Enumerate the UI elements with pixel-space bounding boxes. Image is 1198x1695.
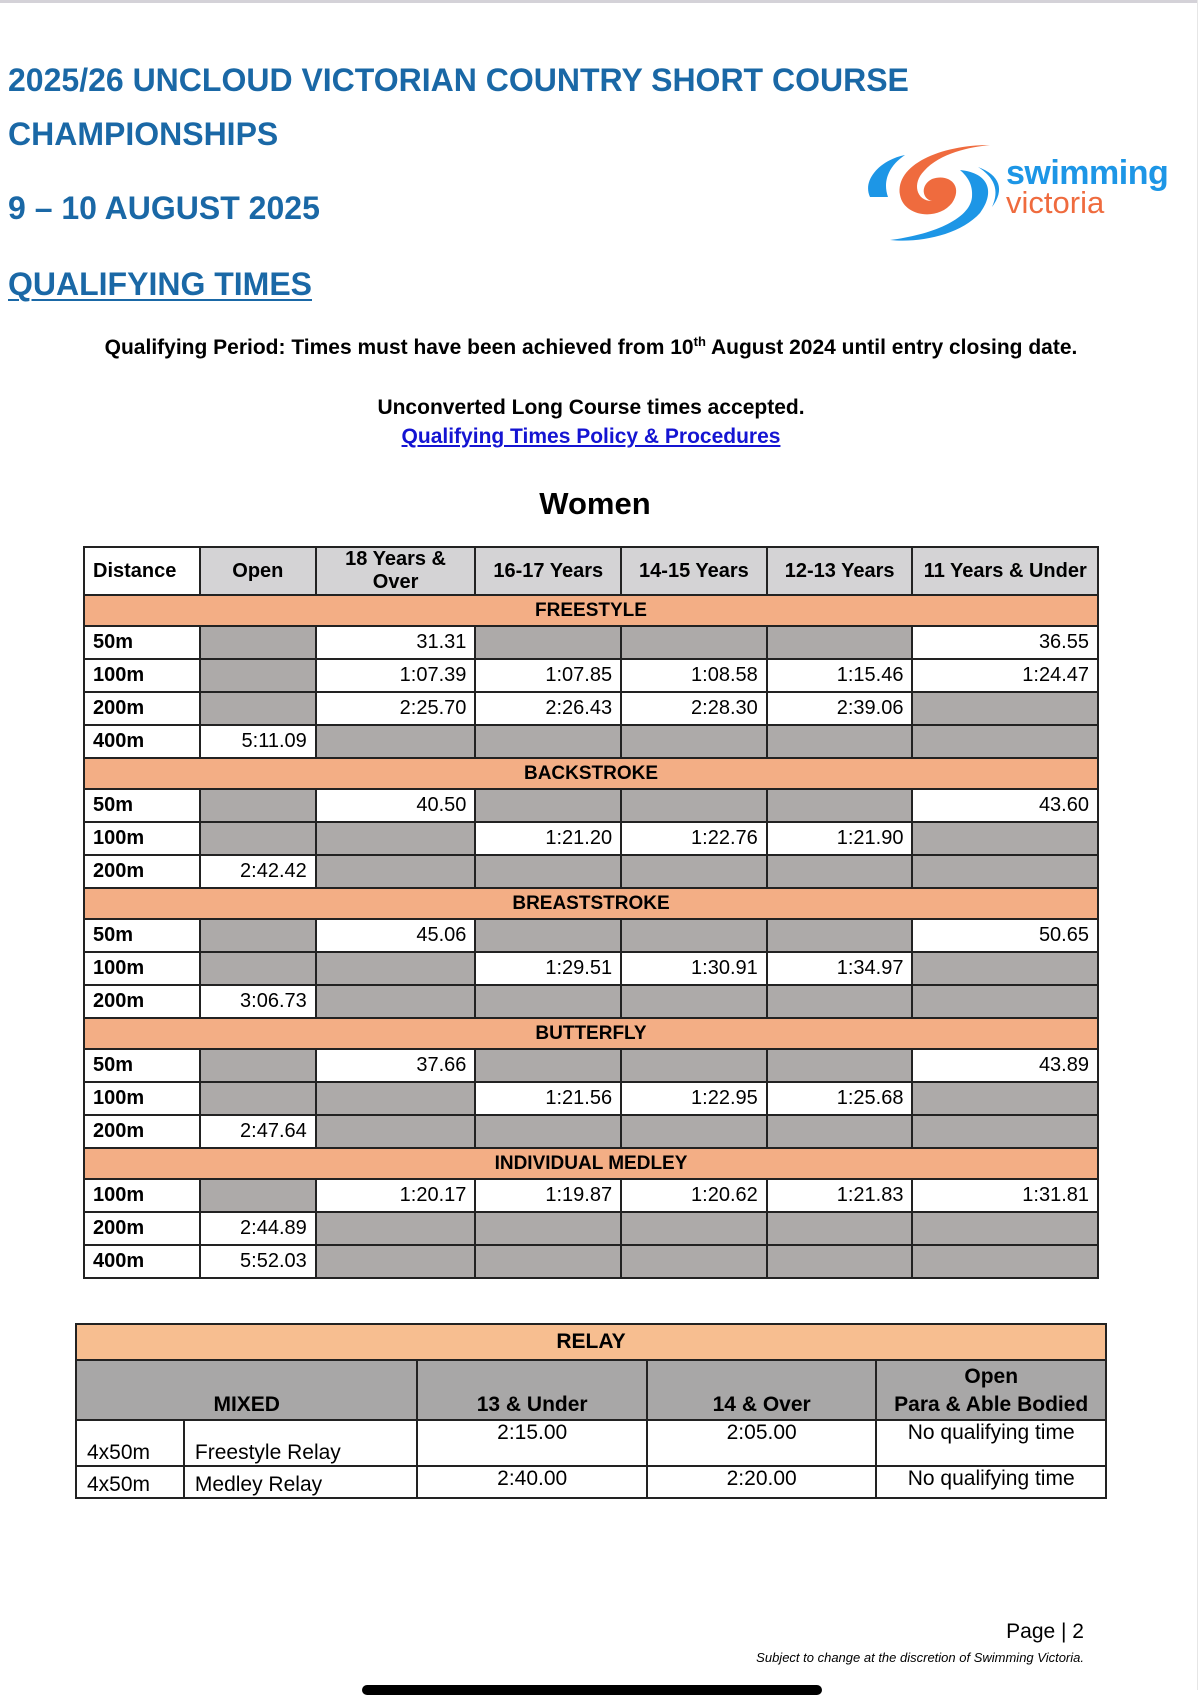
- not-applicable-cell: [767, 919, 913, 952]
- not-applicable-cell: [200, 1082, 316, 1115]
- column-header: Distance: [84, 547, 200, 595]
- not-applicable-cell: [912, 822, 1098, 855]
- distance-cell: 100m: [84, 1179, 200, 1212]
- not-applicable-cell: [912, 1082, 1098, 1115]
- home-indicator-bar[interactable]: [362, 1685, 822, 1695]
- relay-time-13-under: 2:40.00: [417, 1466, 646, 1498]
- not-applicable-cell: [200, 919, 316, 952]
- relay-time-open: No qualifying time: [876, 1420, 1106, 1466]
- disclaimer-text: Subject to change at the discretion of Swimming Victoria.: [756, 1650, 1084, 1665]
- not-applicable-cell: [200, 952, 316, 985]
- not-applicable-cell: [621, 1115, 767, 1148]
- qualifying-time-cell: 1:21.83: [767, 1179, 913, 1212]
- qualifying-time-cell: 40.50: [316, 789, 476, 822]
- distance-cell: 200m: [84, 1212, 200, 1245]
- table-row: [84, 1245, 1098, 1278]
- qualifying-time-cell: 2:28.30: [621, 692, 767, 725]
- table-row: [84, 725, 1098, 758]
- distance-cell: 400m: [84, 725, 200, 758]
- stroke-section-row: [84, 1148, 1098, 1179]
- table-row: [84, 789, 1098, 822]
- qualifying-time-cell: 1:07.85: [475, 659, 621, 692]
- relay-event: Medley Relay: [184, 1466, 418, 1498]
- women-table-body: [84, 595, 1098, 1278]
- qualifying-time-cell: 2:47.64: [200, 1115, 316, 1148]
- qualifying-time-cell: 5:11.09: [200, 725, 316, 758]
- not-applicable-cell: [200, 822, 316, 855]
- table-row: [84, 1212, 1098, 1245]
- relay-header-row: [76, 1324, 1106, 1360]
- distance-cell: 100m: [84, 1082, 200, 1115]
- relay-distance: 4x50m: [76, 1466, 184, 1498]
- not-applicable-cell: [475, 1049, 621, 1082]
- qualifying-time-cell: 1:07.39: [316, 659, 476, 692]
- not-applicable-cell: [767, 1115, 913, 1148]
- not-applicable-cell: [475, 626, 621, 659]
- distance-cell: 200m: [84, 692, 200, 725]
- column-header-mixed: MIXED: [76, 1360, 417, 1420]
- relay-qualifying-times-table: [75, 1323, 1107, 1499]
- relay-row: [76, 1420, 1106, 1466]
- not-applicable-cell: [316, 822, 476, 855]
- unconverted-note: Unconverted Long Course times accepted.: [377, 396, 805, 419]
- not-applicable-cell: [316, 1212, 476, 1245]
- qualifying-time-cell: 37.66: [316, 1049, 476, 1082]
- not-applicable-cell: [200, 659, 316, 692]
- table-row: [84, 1115, 1098, 1148]
- stroke-section-title: FREESTYLE: [84, 595, 1098, 626]
- not-applicable-cell: [767, 626, 913, 659]
- not-applicable-cell: [475, 1115, 621, 1148]
- not-applicable-cell: [200, 692, 316, 725]
- qualifying-period-suffix: August 2024 until entry closing date.: [705, 336, 1078, 359]
- not-applicable-cell: [621, 855, 767, 888]
- table-row: [84, 692, 1098, 725]
- qualifying-time-cell: 2:44.89: [200, 1212, 316, 1245]
- qualifying-time-cell: 1:22.95: [621, 1082, 767, 1115]
- qualifying-time-cell: 2:26.43: [475, 692, 621, 725]
- relay-time-13-under: 2:15.00: [417, 1420, 646, 1466]
- logo-text-swimming: swimming: [1006, 154, 1169, 192]
- relay-column-header-row: [76, 1360, 1106, 1420]
- qualifying-time-cell: 2:39.06: [767, 692, 913, 725]
- table-row: [84, 1049, 1098, 1082]
- page-number: Page | 2: [1006, 1620, 1084, 1643]
- qualifying-time-cell: 2:25.70: [316, 692, 476, 725]
- distance-cell: 50m: [84, 626, 200, 659]
- relay-time-14-over: 2:20.00: [647, 1466, 876, 1498]
- column-header-open-line2: Para & Able Bodied: [894, 1393, 1089, 1416]
- section-title: QUALIFYING TIMES: [8, 266, 312, 302]
- not-applicable-cell: [767, 1212, 913, 1245]
- event-dates: 9 – 10 AUGUST 2025: [8, 190, 320, 226]
- qualifying-time-cell: 1:21.56: [475, 1082, 621, 1115]
- qualifying-period-text: [100, 333, 1082, 363]
- stroke-section-row: [84, 888, 1098, 919]
- not-applicable-cell: [316, 1245, 476, 1278]
- qualifying-time-cell: 1:20.62: [621, 1179, 767, 1212]
- logo-text-victoria: victoria: [1006, 185, 1105, 220]
- distance-cell: 50m: [84, 919, 200, 952]
- not-applicable-cell: [200, 1049, 316, 1082]
- stroke-section-title: INDIVIDUAL MEDLEY: [84, 1148, 1098, 1179]
- qualifying-time-cell: 1:08.58: [621, 659, 767, 692]
- column-header: 11 Years & Under: [912, 547, 1098, 595]
- distance-cell: 400m: [84, 1245, 200, 1278]
- event-title-line2: CHAMPIONSHIPS: [8, 116, 279, 152]
- qualifying-time-cell: 2:42.42: [200, 855, 316, 888]
- not-applicable-cell: [912, 952, 1098, 985]
- relay-time-open: No qualifying time: [876, 1466, 1106, 1498]
- column-header-13-under: 13 & Under: [417, 1360, 646, 1420]
- distance-cell: 100m: [84, 952, 200, 985]
- not-applicable-cell: [475, 725, 621, 758]
- not-applicable-cell: [475, 1245, 621, 1278]
- table-row: [84, 1082, 1098, 1115]
- not-applicable-cell: [316, 1082, 476, 1115]
- qualifying-time-cell: 3:06.73: [200, 985, 316, 1018]
- qualifying-time-cell: 1:20.17: [316, 1179, 476, 1212]
- qualifying-time-cell: 1:22.76: [621, 822, 767, 855]
- not-applicable-cell: [316, 1115, 476, 1148]
- not-applicable-cell: [912, 725, 1098, 758]
- qualifying-time-cell: 1:19.87: [475, 1179, 621, 1212]
- women-table-title: Women: [539, 486, 651, 521]
- relay-title: RELAY: [76, 1324, 1106, 1360]
- not-applicable-cell: [475, 855, 621, 888]
- women-qualifying-times-table: [83, 546, 1099, 1279]
- not-applicable-cell: [475, 985, 621, 1018]
- qualifying-time-cell: 1:24.47: [912, 659, 1098, 692]
- stroke-section-row: [84, 758, 1098, 789]
- not-applicable-cell: [767, 1049, 913, 1082]
- not-applicable-cell: [767, 1245, 913, 1278]
- not-applicable-cell: [316, 855, 476, 888]
- distance-cell: 50m: [84, 789, 200, 822]
- event-title-line1: 2025/26 UNCLOUD VICTORIAN COUNTRY SHORT COURSE: [8, 62, 909, 98]
- relay-time-14-over: 2:05.00: [647, 1420, 876, 1466]
- not-applicable-cell: [316, 985, 476, 1018]
- stroke-section-title: BACKSTROKE: [84, 758, 1098, 789]
- not-applicable-cell: [767, 789, 913, 822]
- qualifying-time-cell: 1:21.20: [475, 822, 621, 855]
- not-applicable-cell: [912, 692, 1098, 725]
- qualifying-time-cell: 1:21.90: [767, 822, 913, 855]
- qualifying-time-cell: 43.60: [912, 789, 1098, 822]
- qualifying-time-cell: 1:31.81: [912, 1179, 1098, 1212]
- table-row: [84, 659, 1098, 692]
- ordinal-suffix: th: [693, 334, 706, 349]
- column-header-open: [876, 1360, 1106, 1420]
- distance-cell: 100m: [84, 659, 200, 692]
- qualifying-time-cell: 1:29.51: [475, 952, 621, 985]
- column-header: 12-13 Years: [767, 547, 913, 595]
- distance-cell: 50m: [84, 1049, 200, 1082]
- distance-cell: 200m: [84, 985, 200, 1018]
- not-applicable-cell: [767, 855, 913, 888]
- not-applicable-cell: [912, 985, 1098, 1018]
- table-row: [84, 626, 1098, 659]
- qualifying-time-cell: 36.55: [912, 626, 1098, 659]
- not-applicable-cell: [912, 1212, 1098, 1245]
- not-applicable-cell: [475, 1212, 621, 1245]
- distance-cell: 200m: [84, 855, 200, 888]
- not-applicable-cell: [912, 855, 1098, 888]
- not-applicable-cell: [475, 919, 621, 952]
- policy-link[interactable]: Qualifying Times Policy & Procedures: [401, 425, 781, 448]
- relay-event: Freestyle Relay: [184, 1420, 418, 1466]
- qualifying-time-cell: 45.06: [316, 919, 476, 952]
- qualifying-time-cell: 5:52.03: [200, 1245, 316, 1278]
- top-border: [0, 0, 1198, 3]
- table-row: [84, 822, 1098, 855]
- qualifying-time-cell: 31.31: [316, 626, 476, 659]
- not-applicable-cell: [316, 952, 476, 985]
- not-applicable-cell: [621, 985, 767, 1018]
- column-header-14-over: 14 & Over: [647, 1360, 876, 1420]
- not-applicable-cell: [767, 985, 913, 1018]
- table-row: [84, 1179, 1098, 1212]
- not-applicable-cell: [621, 725, 767, 758]
- qualifying-period-prefix: Qualifying Period: Times must have been achieved from 10: [104, 336, 694, 359]
- not-applicable-cell: [621, 919, 767, 952]
- not-applicable-cell: [621, 1212, 767, 1245]
- not-applicable-cell: [621, 1049, 767, 1082]
- stroke-section-title: BREASTSTROKE: [84, 888, 1098, 919]
- column-header-open-line1: Open: [964, 1365, 1019, 1388]
- stroke-section-row: [84, 1018, 1098, 1049]
- table-row: [84, 855, 1098, 888]
- relay-row: [76, 1466, 1106, 1498]
- column-header: 18 Years & Over: [316, 547, 476, 595]
- not-applicable-cell: [475, 789, 621, 822]
- distance-cell: 100m: [84, 822, 200, 855]
- not-applicable-cell: [621, 789, 767, 822]
- qualifying-time-cell: 1:30.91: [621, 952, 767, 985]
- qualifying-time-cell: 43.89: [912, 1049, 1098, 1082]
- not-applicable-cell: [912, 1115, 1098, 1148]
- not-applicable-cell: [316, 725, 476, 758]
- table-row: [84, 985, 1098, 1018]
- relay-distance: 4x50m: [76, 1420, 184, 1466]
- qualifying-time-cell: 1:25.68: [767, 1082, 913, 1115]
- stroke-section-row: [84, 595, 1098, 626]
- column-header: 16-17 Years: [475, 547, 621, 595]
- not-applicable-cell: [200, 1179, 316, 1212]
- column-header: Open: [200, 547, 316, 595]
- stroke-section-title: BUTTERFLY: [84, 1018, 1098, 1049]
- not-applicable-cell: [912, 1245, 1098, 1278]
- qualifying-time-cell: 1:15.46: [767, 659, 913, 692]
- not-applicable-cell: [621, 1245, 767, 1278]
- not-applicable-cell: [200, 626, 316, 659]
- distance-cell: 200m: [84, 1115, 200, 1148]
- qualifying-time-cell: 50.65: [912, 919, 1098, 952]
- not-applicable-cell: [200, 789, 316, 822]
- column-header: 14-15 Years: [621, 547, 767, 595]
- not-applicable-cell: [621, 626, 767, 659]
- table-row: [84, 952, 1098, 985]
- not-applicable-cell: [767, 725, 913, 758]
- qualifying-time-cell: 1:34.97: [767, 952, 913, 985]
- table-row: [84, 919, 1098, 952]
- table-header-row: [84, 547, 1098, 595]
